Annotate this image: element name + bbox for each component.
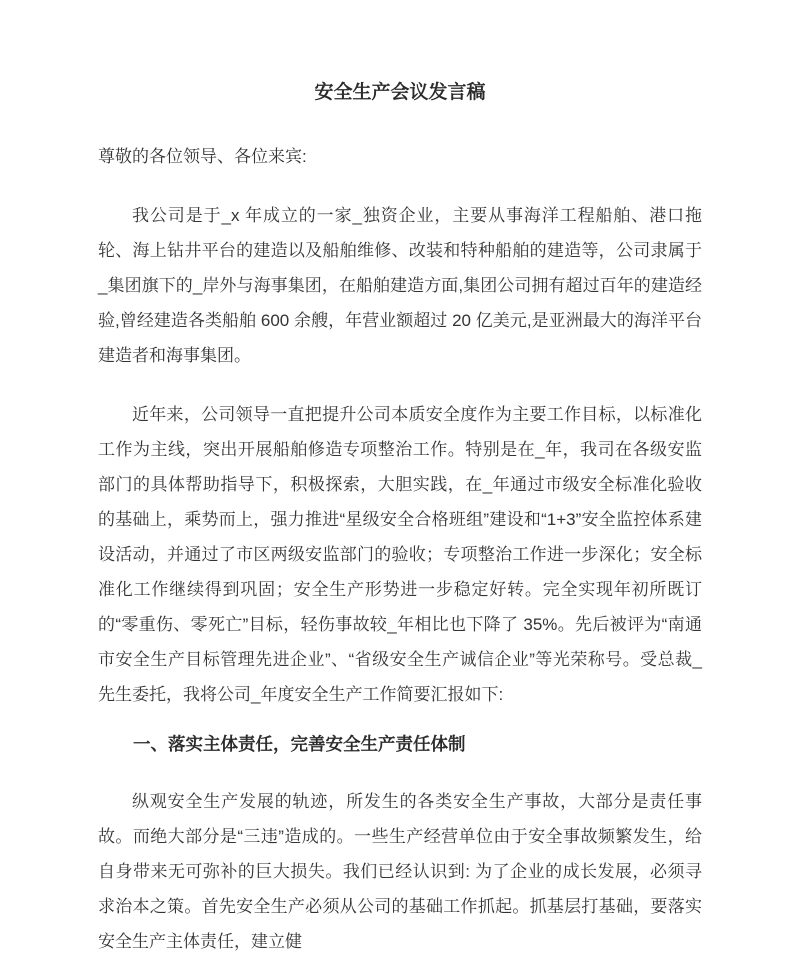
paragraph-company-intro: 我公司是于_x 年成立的一家_独资企业，主要从事海洋工程船舶、港口拖轮、海上钻井平台的建造以及船舶维修、改装和特种船舶的建造等，公司隶属于_集团旗下的_岸外与海事集团，在船舶建造方面,集团公司拥有超过百年的建造经验,曾经建造各类船舶 600 余艘，年营业额超过 20 亿美元,是亚洲最大的海洋平台建造者和海事集团。: [98, 206, 702, 365]
paragraph-section1-body: 纵观安全生产发展的轨迹，所发生的各类安全生产事故，大部分是责任事故。而绝大部分是“三违”造成的。一些生产经营单位由于安全事故频繁发生，给自身带来无可弥补的巨大损失。我们已经认识到: 为了企业的成长发展，必须寻求治本之策。首先安全生产必须从公司的基础工作抓起。抓基层打基础，要落实安全生产主体责任，建立健: [98, 792, 702, 951]
greeting-line: 尊敬的各位领导、各位来宾:: [98, 147, 307, 166]
section-heading-1: 一、落实主体责任，完善安全生产责任体制: [133, 734, 466, 754]
paragraph-recent-years-summary: 近年来，公司领导一直把提升公司本质安全度作为主要工作目标，以标准化工作为主线，突出开展船舶修造专项整治工作。特别是在_年，我司在各级安监部门的具体帮助指导下，积极探索，大胆实践，在_年通过市级安全标准化验收的基础上，乘势而上，强力推进“星级安全合格班组”建设和“1+3”安全监控体系建设活动，并通过了市区两级安监部门的验收；专项整治工作进一步深化；安全标准化工作继续得到巩固；安全生产形势进一步稳定好转。完全实现年初所既订的“零重伤、零死亡”目标，轻伤事故较_年相比也下降了 35%。先后被评为“南通市安全生产目标管理先进企业”、“省级安全生产诚信企业”等光荣称号。受总裁_先生委托，我将公司_年度安全生产工作简要汇报如下:: [98, 405, 702, 704]
document-title: 安全生产会议发言稿: [314, 82, 486, 103]
